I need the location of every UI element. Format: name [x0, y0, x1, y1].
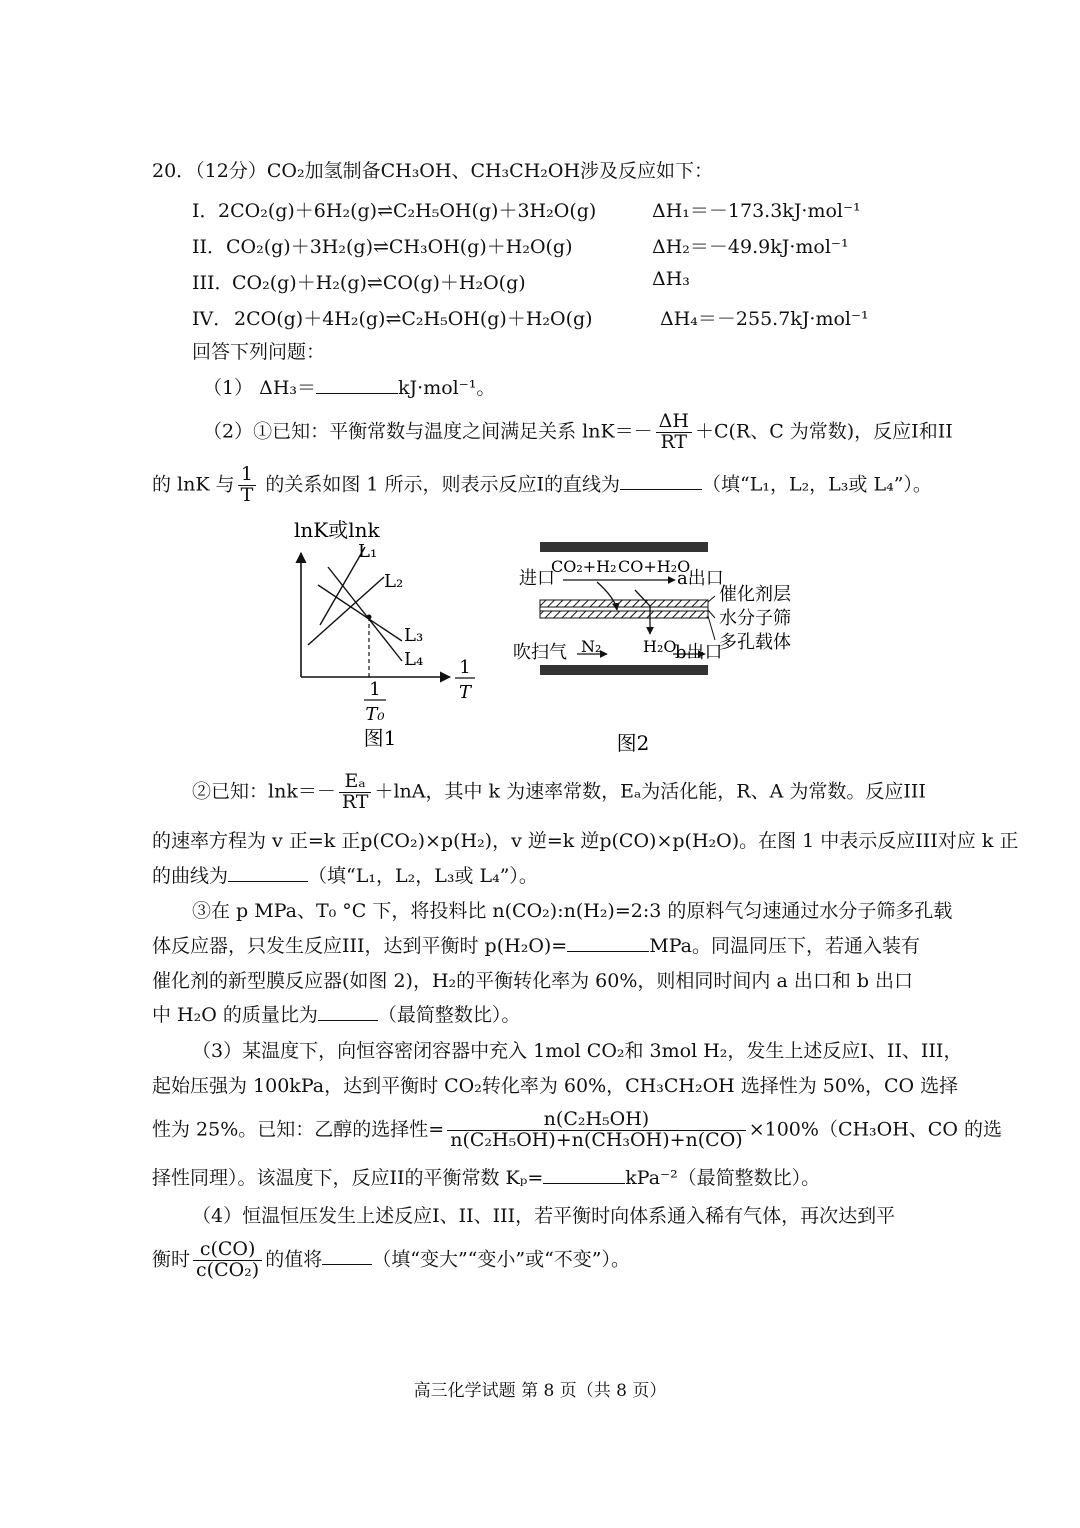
fig2-h2o-label: H₂O: [643, 637, 677, 656]
part-2c-line-2: [152, 935, 920, 958]
fig1-line-l3: [318, 585, 402, 641]
part-2-text-c: 的 lnK 与: [152, 473, 235, 496]
fraction-dh-rt: [656, 412, 692, 453]
fig1-line-l2: [308, 577, 384, 645]
reaction-4-label: IV．: [192, 308, 233, 330]
fraction-denominator: RT: [341, 790, 369, 813]
fig1-x-label-den: T: [458, 682, 472, 703]
part-3-line-3: [152, 1110, 1002, 1151]
part-2-text-d: 的关系如图 1 所示，则表示反应I的直线为: [259, 473, 620, 496]
fig2-support-label: 多孔载体: [719, 632, 791, 653]
part-2c-text-d: （最简整数比）。: [377, 1004, 521, 1026]
answer-blank-5[interactable]: [318, 1020, 378, 1021]
part-4-text-a: 衡时: [152, 1248, 191, 1271]
part-2b-text-b: ＋lnA，其中 k 为速率常数，Eₐ为活化能，R、A 为常数。反应III: [374, 780, 926, 803]
answer-blank-6[interactable]: [543, 1183, 625, 1184]
reaction-4-enthalpy: ΔH₄＝－255.7kJ·mol⁻¹: [660, 308, 869, 330]
part-3-line-2: 起始压强为 100kPa，达到平衡时 CO₂转化率为 60%，CH₃CH₂OH 选择性为 50%，CO 选择: [152, 1075, 959, 1097]
part-2c-line-4: [152, 1004, 520, 1027]
fig1-t0-num: 1: [369, 679, 381, 700]
part-1-unit: kJ·mol⁻¹。: [398, 377, 496, 399]
part-2b-line-2: 的速率方程为 v 正=k 正p(CO₂)×p(H₂)，v 逆=k 逆p(CO)×p(H₂O)。在图 1 中表示反应III对应 k 正: [152, 830, 1019, 852]
part-2c-text-b: MPa。同温同压下，若通入装有: [649, 935, 920, 957]
fig2-pointer-catalyst: [708, 596, 715, 602]
fraction-denominator: T: [240, 483, 254, 506]
part-2b-text-d: （填“L₁，L₂，L₃或 L₄”）。: [308, 865, 538, 887]
fig2-product-label: CO+H₂O: [618, 557, 691, 576]
part-2b-line-3: [152, 865, 538, 888]
reaction-3-enthalpy: ΔH₃: [652, 268, 690, 290]
part-3-text-c: 择性同理）。该温度下，反应II的平衡常数 Kₚ=: [152, 1167, 544, 1189]
fig2-catalyst-label: 催化剂层: [719, 584, 791, 605]
fig1-t0-den: T₀: [365, 704, 385, 725]
part-2-text-b: ＋C(R、C 为常数)，反应I和II: [694, 420, 953, 443]
part-2-line-1: [203, 412, 953, 453]
part-2b-line-1: [192, 772, 926, 813]
fraction-denominator: RT: [660, 430, 688, 453]
fig2-sweep-label: 吹扫气: [513, 642, 567, 663]
reaction-1-label: I．: [192, 200, 219, 222]
fig2-outlet-b-label: b出口: [675, 642, 723, 663]
fig2-water-sieve: [540, 607, 708, 611]
part-1-text: （1） ΔH₃＝: [203, 377, 317, 399]
fraction-numerator: Eₐ: [339, 772, 372, 793]
fig2-bottom-wall: [540, 665, 708, 675]
fig2-sieve-label: 水分子筛: [719, 608, 791, 629]
fig2-caption: 图2: [616, 731, 650, 755]
part-3-text-a: 性为 25%。已知：乙醇的选择性=: [152, 1118, 445, 1141]
part-2b-text-c: 的曲线为: [152, 865, 229, 887]
reaction-3-label: III．: [192, 272, 234, 294]
fraction-co-co2: [193, 1240, 262, 1281]
part-2-text-e: （填“L₁，L₂，L₃或 L₄”）。: [702, 473, 932, 496]
part-4-text-c: （填“变大”“变小”或“不变”）。: [372, 1248, 631, 1271]
fraction-ethanol-selectivity: [447, 1110, 746, 1151]
reaction-1-equation: 2CO₂(g)＋6H₂(g)⇌C₂H₅OH(g)＋3H₂O(g): [218, 200, 597, 222]
fig2-outlet-a-label: a出口: [677, 568, 724, 589]
part-2-text-a: （2）①已知：平衡常数与温度之间满足关系 lnK＝－: [203, 420, 653, 443]
reaction-2-label: II．: [192, 236, 227, 258]
part-1: [203, 377, 495, 400]
part-4-line-2: [152, 1240, 630, 1281]
figure-1: [280, 515, 500, 765]
fig1-y-axis-label: lnK或lnk: [294, 518, 380, 542]
fig2-inlet-label: 进口: [519, 568, 555, 589]
fraction-numerator: n(C₂H₅OH): [447, 1110, 746, 1131]
fig2-n2-label: N₂: [581, 637, 602, 656]
reaction-3-equation: CO₂(g)＋H₂(g)⇌CO(g)＋H₂O(g): [232, 272, 526, 294]
part-2b-text-a: ②已知：lnk＝－: [192, 780, 336, 803]
answer-blank-1[interactable]: [316, 393, 398, 394]
answer-blank-4[interactable]: [567, 951, 649, 952]
answer-blank-7[interactable]: [322, 1264, 372, 1265]
answer-blank-2[interactable]: [620, 489, 702, 490]
part-3-text-d: kPa⁻²（最简整数比）。: [625, 1167, 821, 1189]
reaction-2-enthalpy: ΔH₂＝－49.9kJ·mol⁻¹: [652, 236, 849, 258]
fig2-pointer-sieve: [708, 610, 715, 618]
fraction-numerator: ΔH: [656, 412, 692, 433]
page-footer: 高三化学试题 第 8 页（共 8 页）: [413, 1381, 667, 1401]
part-2-line-2: [152, 465, 932, 506]
reaction-4-equation: 2CO(g)＋4H₂(g)⇌C₂H₅OH(g)＋H₂O(g): [234, 308, 593, 330]
fig1-label-l2: L₂: [384, 571, 404, 592]
figure-2: [505, 530, 805, 760]
fig1-x-label-num: 1: [459, 657, 471, 678]
fig2-feed-label: CO₂+H₂: [551, 557, 617, 576]
fig1-label-l4: L₄: [404, 649, 424, 670]
reaction-2-equation: CO₂(g)＋3H₂(g)⇌CH₃OH(g)＋H₂O(g): [226, 236, 573, 258]
fig2-pointer-support: [708, 616, 715, 640]
fig1-label-l1: L₁: [358, 541, 378, 562]
fraction-denominator: n(C₂H₅OH)+n(CH₃OH)+n(CO): [450, 1128, 743, 1151]
fraction-numerator: c(CO): [193, 1240, 262, 1261]
fraction-ea-rt: [339, 772, 372, 813]
answer-prompt: 回答下列问题：: [192, 341, 326, 363]
fraction-1-t: [238, 465, 257, 506]
part-3-line-1: （3）某温度下，向恒容密闭容器中充入 1mol CO₂和 3mol H₂，发生上述反应I、II、III，: [192, 1040, 963, 1062]
fig1-caption: 图1: [363, 726, 397, 750]
fig2-top-wall: [540, 542, 708, 552]
answer-blank-3[interactable]: [228, 881, 308, 882]
fraction-denominator: c(CO₂): [196, 1258, 260, 1281]
part-2c-text-c: 中 H₂O 的质量比为: [152, 1004, 318, 1026]
part-2c-text-a: 体反应器，只发生反应III，达到平衡时 p(H₂O)=: [152, 935, 568, 957]
part-2c-line-1: ③在 p MPa、T₀ °C 下，将投料比 n(CO₂):n(H₂)=2:3 的原料气匀速通过水分子筛多孔载: [192, 900, 953, 922]
part-3-text-b: ×100%（CH₃OH、CO 的选: [748, 1118, 1002, 1141]
fig2-catalyst-layer: [540, 600, 708, 607]
part-4-text-b: 的值将: [265, 1248, 323, 1271]
fraction-numerator: 1: [238, 465, 257, 486]
fig1-label-l3: L₃: [404, 625, 424, 646]
reaction-1-enthalpy: ΔH₁＝－173.3kJ·mol⁻¹: [652, 200, 861, 222]
part-2c-line-3: 催化剂的新型膜反应器(如图 2)，H₂的平衡转化率为 60%，则相同时间内 a 出口和 b 出口: [152, 970, 914, 992]
question-header: 20．（12分）CO₂加氢制备CH₃OH、CH₃CH₂OH涉及反应如下：: [152, 160, 714, 182]
part-4-line-1: （4）恒温恒压发生上述反应I、II、III，若平衡时向体系通入稀有气体，再次达到平: [192, 1205, 896, 1227]
part-3-line-4: [152, 1167, 820, 1190]
fig2-porous-support: [540, 611, 708, 618]
